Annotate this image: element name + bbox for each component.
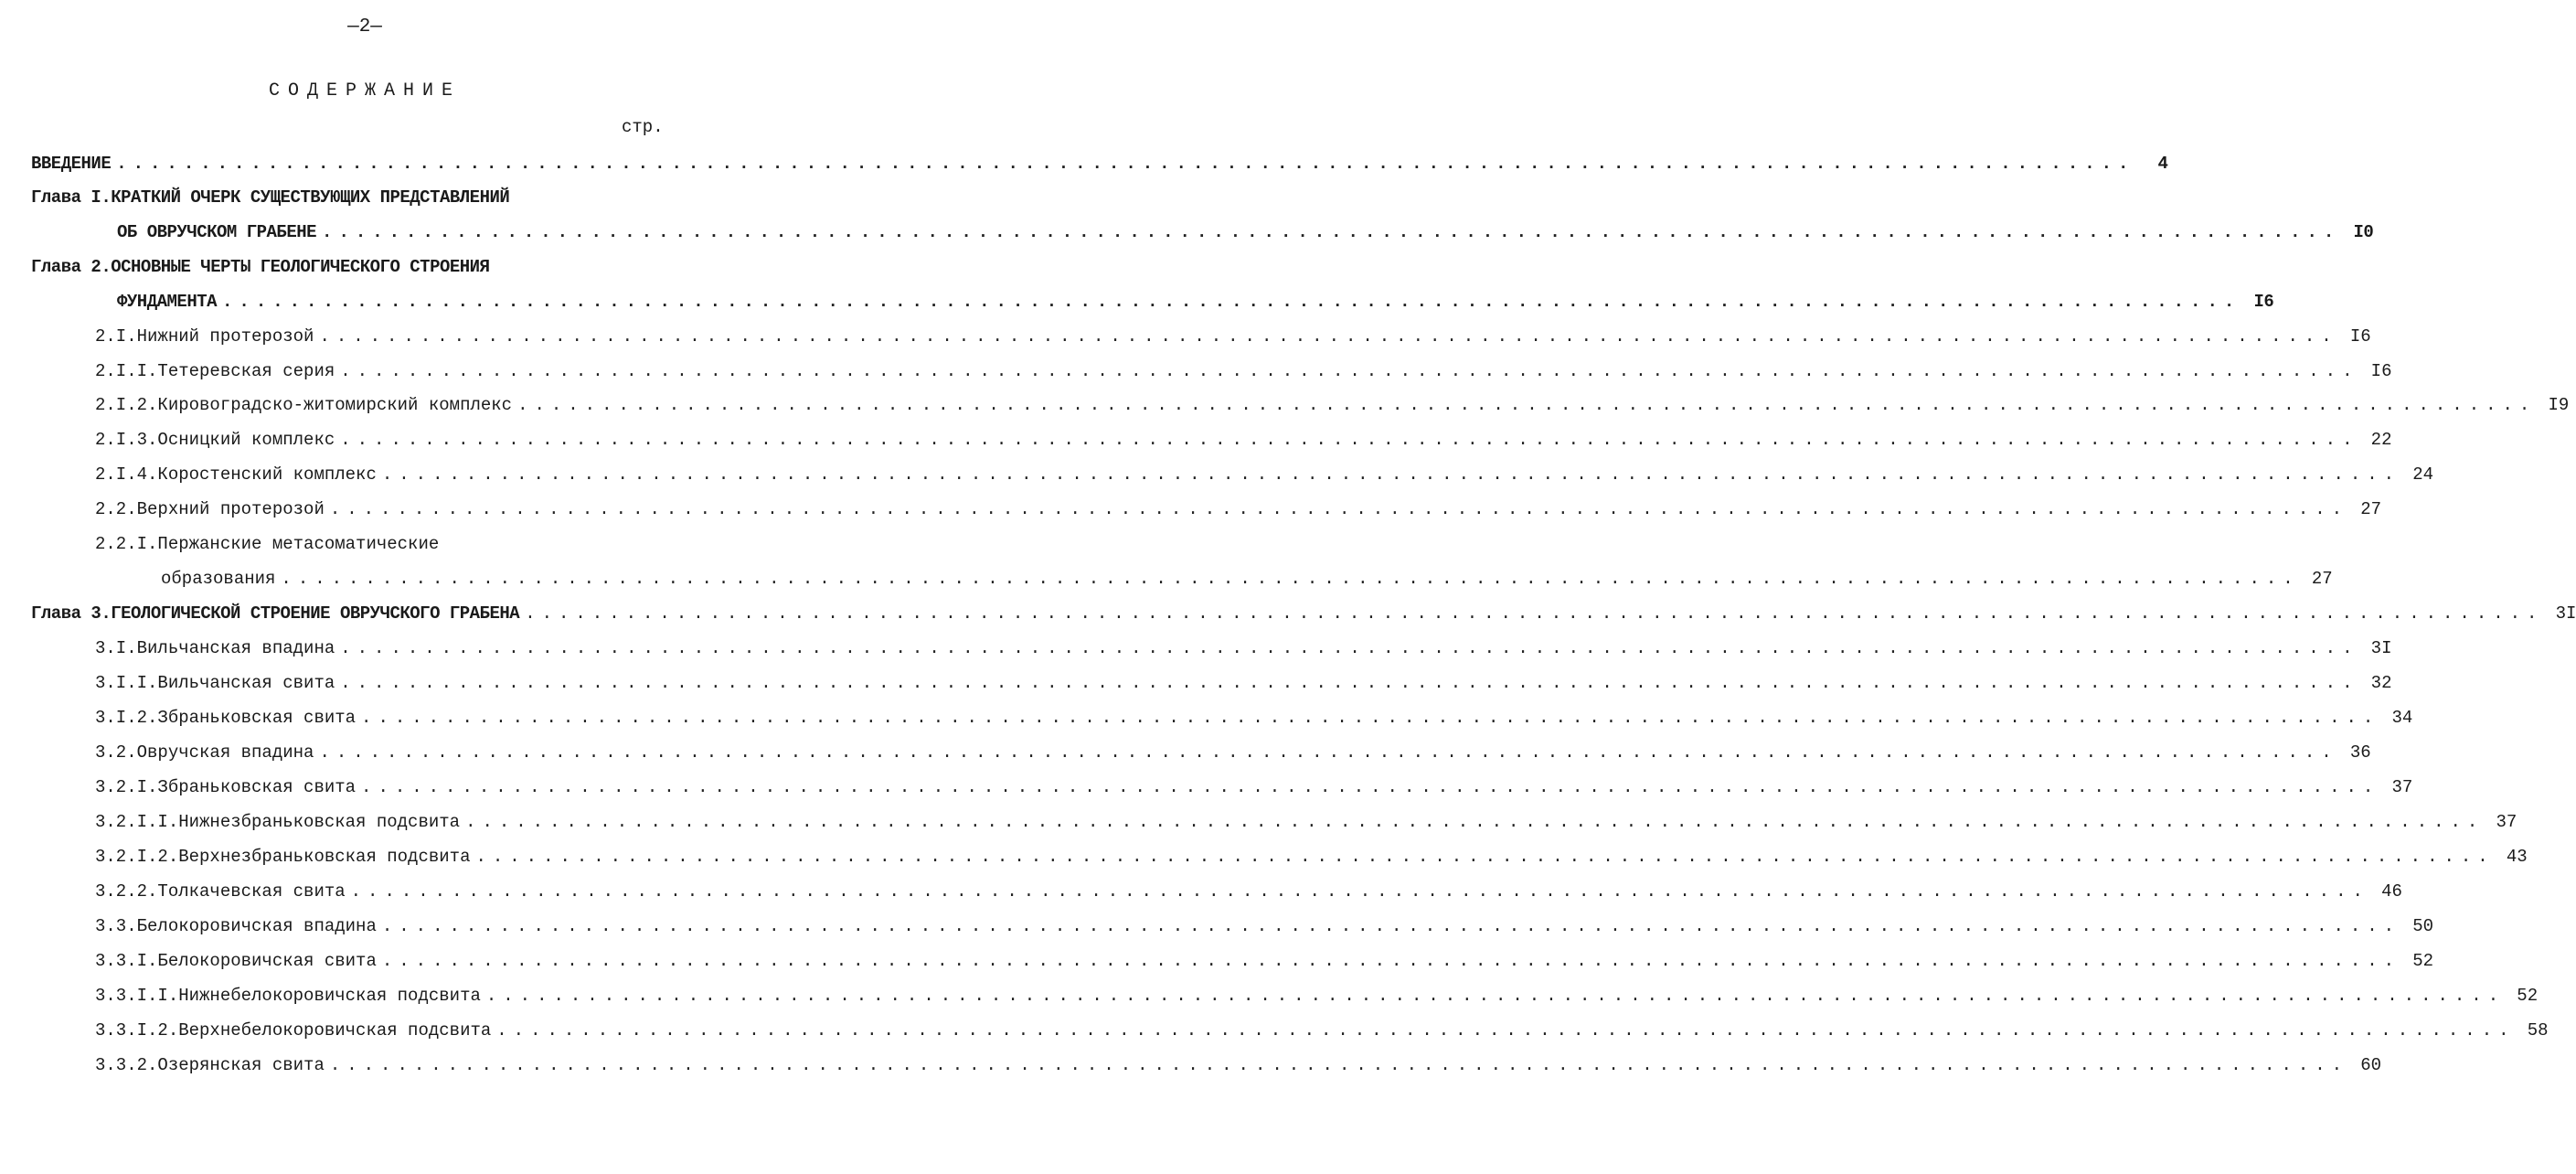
toc-entry-title: 3.I.Вильчанская впадина [95,638,335,658]
toc-entry [95,1019,2549,1042]
dot-leader: ........................................................................................................................ [116,154,2135,174]
toc-entry-title: 2.I.Нижний протерозой [95,326,314,347]
toc-entry [95,497,2382,521]
dot-leader: ........................................................................................................................ [381,916,2401,936]
toc-entry [95,636,2392,660]
toc-entry-page: 52 [2412,951,2434,971]
dot-leader: ........................................................................................................................ [517,395,2537,415]
dot-leader: ........................................................................................................................ [525,603,2544,624]
dot-leader: ........................................................................................................................ [340,361,2359,381]
dot-leader: ........................................................................................................................ [340,430,2359,450]
dot-leader: ........................................................................................................................ [340,638,2359,658]
toc-entry-page: 46 [2381,881,2402,902]
toc-entry-title: ФУНДАМЕНТА [117,292,218,312]
page-column-label: стр. [622,117,664,137]
toc-entry [95,775,2413,799]
toc-entry-page: 37 [2391,777,2413,797]
toc-entry-page: 34 [2391,708,2413,728]
dot-leader: ........................................................................................................................ [319,326,2338,347]
toc-entry [95,532,644,556]
toc-entry-page: I6 [2349,326,2371,347]
toc-entry [95,914,2434,938]
dot-leader: ........................................................................................................................ [361,708,2380,728]
toc-entry-title: 3.2.I.I.Нижнезбраньковская подсвита [95,812,461,832]
toc-entry-page: I6 [2370,361,2392,381]
toc-entry-title: 3.3.I.I.Нижнебелокоровичская подсвита [95,986,481,1006]
toc-entry-page: 32 [2370,673,2392,693]
toc-entry-title: ОБ ОВРУЧСКОМ ГРАБЕНЕ [117,222,317,242]
toc-entry-title: Глава 3.ГЕОЛОГИЧЕСКОЙ СТРОЕНИЕ ОВРУЧСКОГО ГРАБЕНА [31,603,520,624]
toc-entry-title: 2.I.I.Тетеревская серия [95,361,335,381]
toc-entry-title: 3.2.2.Толкачевская свита [95,881,346,902]
toc-entry-title: 2.I.3.Осницкий комплекс [95,430,335,450]
toc-entry [117,290,2274,314]
toc-entry-title: 3.2.Овручская впадина [95,742,314,763]
toc-entry-title: образования [161,569,276,589]
toc-entry-title: 3.3.I.2.Верхнебелокоровичская подсвита [95,1020,492,1041]
toc-entry [95,393,2570,417]
page-title: СОДЕРЖАНИЕ [268,80,462,101]
toc-entry-page: 27 [2360,499,2382,519]
dot-leader: ........................................................................................................................ [340,673,2359,693]
toc-entry [31,602,2576,625]
toc-entry-page: 58 [2527,1020,2549,1041]
page-number: —2— [347,16,382,37]
dot-leader: ........................................................................................................................ [281,569,2300,589]
toc-entry-page: 4 [2157,154,2168,174]
toc-entry-page: 50 [2412,916,2434,936]
toc-entry-title: 3.I.I.Вильчанская свита [95,673,335,693]
toc-entry [95,671,2392,695]
toc-entry-title: 3.3.2.Озерянская свита [95,1055,325,1075]
toc-entry [95,325,2371,348]
dot-leader: ........................................................................................................................ [475,847,2495,867]
toc-entry [95,706,2413,730]
toc-entry-page: 27 [2311,569,2333,589]
toc-entry [31,255,634,279]
toc-entry-page: 22 [2370,430,2392,450]
toc-entry-page: 52 [2517,986,2539,1006]
toc-entry [31,186,634,209]
toc-entry-title: 3.I.2.Збраньковская свита [95,708,357,728]
dot-leader: ........................................................................................................................ [381,464,2401,485]
toc-entry [161,567,2333,591]
dot-leader: ........................................................................................................................ [329,499,2349,519]
toc-entry [95,1053,2382,1077]
toc-entry-page: 3I [2555,603,2576,624]
toc-entry-page: 60 [2360,1055,2382,1075]
toc-entry [95,845,2528,869]
toc-entry-page: I9 [2548,395,2570,415]
dot-leader: ........................................................................................................................ [465,812,2485,832]
dot-leader: ........................................................................................................................ [322,222,2341,242]
toc-entry-title: 3.2.I.Збраньковская свита [95,777,357,797]
toc-entry-page: I0 [2353,222,2374,242]
toc-entry [95,463,2434,486]
toc-entry-title: 3.2.I.2.Верхнезбраньковская подсвита [95,847,471,867]
toc-entry-title: 2.I.4.Коростенский комплекс [95,464,377,485]
toc-entry-page: I6 [2253,292,2274,312]
toc-entry [95,359,2392,383]
dot-leader: ........................................................................................................................ [329,1055,2349,1075]
toc-entry [95,880,2402,903]
toc-entry-page: 3I [2370,638,2392,658]
toc-entry [117,220,2374,244]
toc-entry-title: 2.2.I.Пержанские метасоматические [95,534,440,554]
dot-leader: ........................................................................................................................ [319,742,2338,763]
toc-entry [95,810,2517,834]
dot-leader: ........................................................................................................................ [350,881,2369,902]
toc-entry-page: 37 [2496,812,2517,832]
toc-entry [31,152,2168,176]
dot-leader: ........................................................................................................................ [496,1020,2516,1041]
toc-entry [95,949,2434,973]
dot-leader: ........................................................................................................................ [222,292,2241,312]
toc-entry-page: 43 [2506,847,2528,867]
toc-entry-title: 3.3.Белокоровичская впадина [95,916,377,936]
toc-entry [95,741,2371,764]
toc-entry-title: 3.3.I.Белокоровичская свита [95,951,377,971]
toc-entry-page: 36 [2349,742,2371,763]
dot-leader: ........................................................................................................................ [361,777,2380,797]
dot-leader: ........................................................................................................................ [381,951,2401,971]
toc-entry [95,984,2539,1008]
toc-entry-title: ВВЕДЕНИЕ [31,154,112,174]
toc-entry-page: 24 [2412,464,2434,485]
toc-entry-title: 2.I.2.Кировоградско-житомирский комплекс [95,395,513,415]
dot-leader: ........................................................................................................................ [485,986,2506,1006]
toc-entry-title: Глава I.КРАТКИЙ ОЧЕРК СУЩЕСТВУЮЩИХ ПРЕДСТАВЛЕНИЙ [31,187,510,208]
toc-entry [95,428,2392,452]
toc-entry-title: Глава 2.ОСНОВНЫЕ ЧЕРТЫ ГЕОЛОГИЧЕСКОГО СТРОЕНИЯ [31,257,490,277]
toc-entry-title: 2.2.Верхний протерозой [95,499,325,519]
